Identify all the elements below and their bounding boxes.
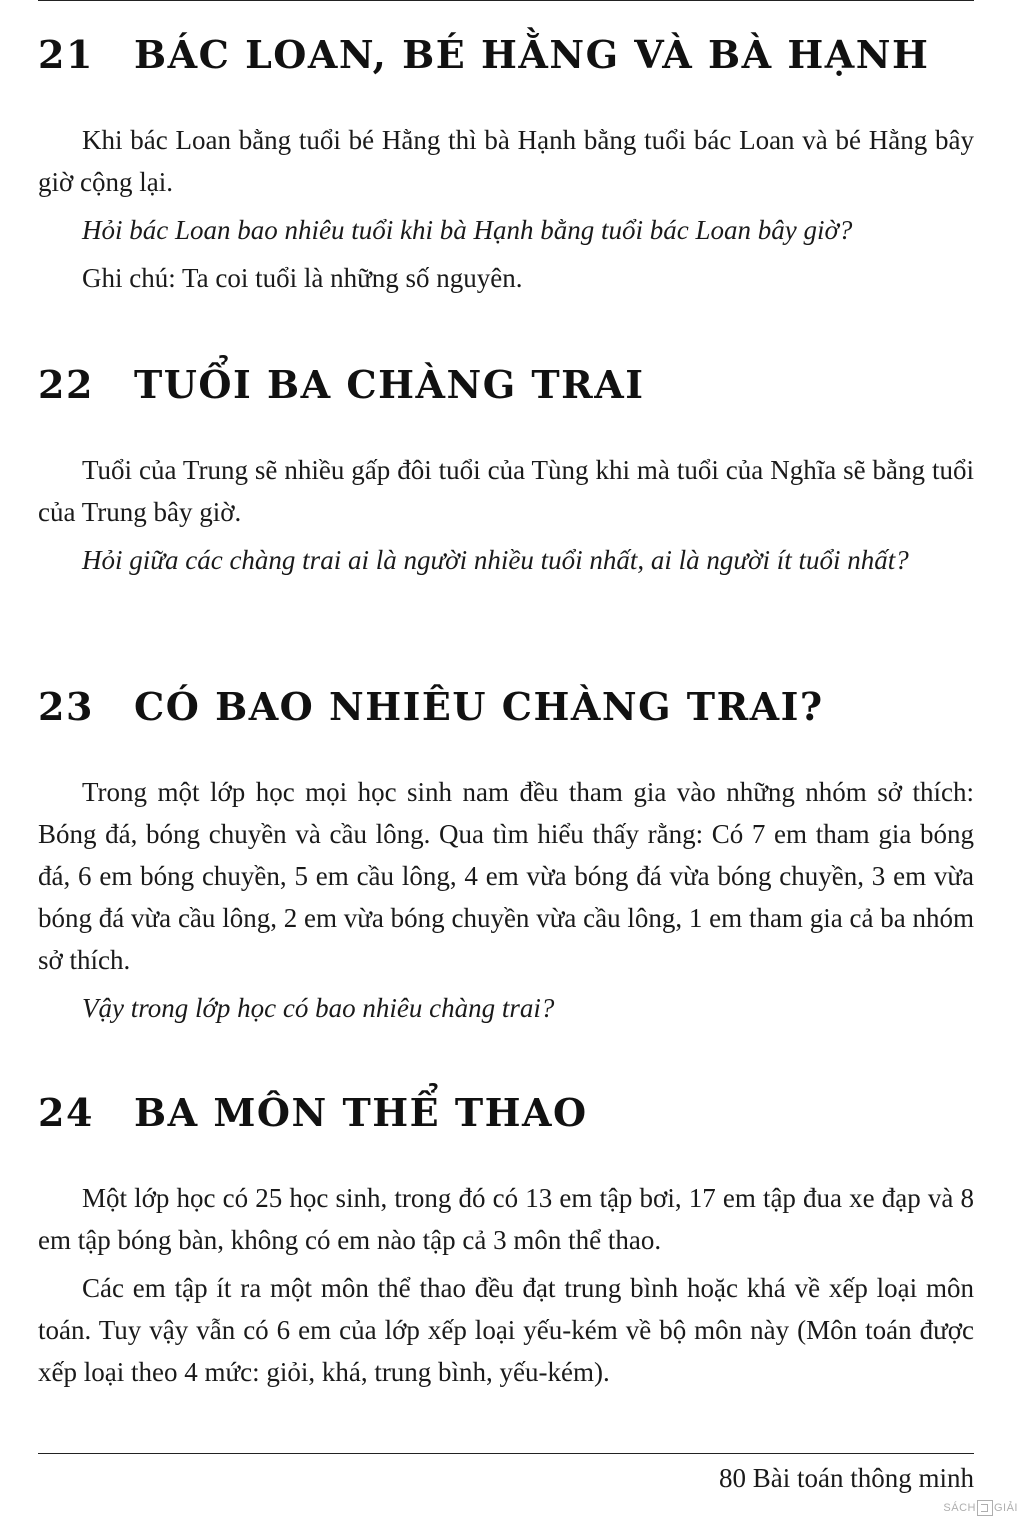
footer-book-title: 80 Bài toán thông minh xyxy=(719,1463,974,1493)
watermark-text-left: SÁCH xyxy=(943,1502,976,1514)
question-paragraph: Hỏi bác Loan bao nhiêu tuổi khi bà Hạnh bằng tuổi bác Loan bây giờ? xyxy=(82,215,853,245)
section-23 xyxy=(38,684,974,1029)
section-title: BÁC LOAN, BÉ HẰNG VÀ BÀ HẠNH xyxy=(134,32,930,77)
section-heading xyxy=(38,32,974,77)
section-number: 22 xyxy=(38,362,94,407)
top-rule xyxy=(38,0,974,1)
section-number: 24 xyxy=(38,1090,94,1135)
section-number: 23 xyxy=(38,684,94,729)
section-number: 21 xyxy=(38,32,94,77)
section-heading xyxy=(38,684,974,729)
paragraph: Tuổi của Trung sẽ nhiều gấp đôi tuổi của Tùng khi mà tuổi của Nghĩa sẽ bằng tuổi của Trung bây giờ. xyxy=(38,455,974,527)
section-title: CÓ BAO NHIÊU CHÀNG TRAI? xyxy=(134,684,824,729)
section-22 xyxy=(38,362,974,581)
section-heading xyxy=(38,1090,974,1135)
paragraph: Trong một lớp học mọi học sinh nam đều tham gia vào những nhóm sở thích: Bóng đá, bóng chuyền và cầu lông. Qua tìm hiểu thấy rằng: Có 7 em tham gia bóng đá, 6 em bóng chuyền, 5 em cầu lông, 4 em vừa bóng đá vừa bóng chuyền, 3 em vừa bóng đá vừa cầu lông, 2 em vừa bóng chuyền vừa cầu lông, 1 em tham gia cả ba nhóm sở thích. xyxy=(38,777,974,975)
question-paragraph: Vậy trong lớp học có bao nhiêu chàng trai? xyxy=(82,993,555,1023)
section-21 xyxy=(38,32,974,299)
watermark-g-icon xyxy=(977,1500,993,1516)
section-title: TUỔI BA CHÀNG TRAI xyxy=(134,362,645,407)
paragraph: Khi bác Loan bằng tuổi bé Hằng thì bà Hạnh bằng tuổi bác Loan và bé Hằng bây giờ cộng lại. xyxy=(38,125,974,197)
question-paragraph: Hỏi giữa các chàng trai ai là người nhiều tuổi nhất, ai là người ít tuổi nhất? xyxy=(82,545,909,575)
section-24 xyxy=(38,1090,974,1393)
section-heading xyxy=(38,362,974,407)
note-paragraph: Ghi chú: Ta coi tuổi là những số nguyên. xyxy=(82,263,523,293)
paragraph: Các em tập ít ra một môn thể thao đều đạt trung bình hoặc khá về xếp loại môn toán. Tuy vậy vẫn có 6 em của lớp xếp loại yếu-kém về bộ môn này (Môn toán được xếp loại theo 4 mức: giỏi, khá, trung bình, yếu-kém). xyxy=(38,1273,974,1387)
bottom-rule xyxy=(38,1453,974,1454)
watermark-logo xyxy=(943,1500,1018,1516)
paragraph: Một lớp học có 25 học sinh, trong đó có 13 em tập bơi, 17 em tập đua xe đạp và 8 em tập bóng bàn, không có em nào tập cả 3 môn thể thao. xyxy=(38,1183,974,1255)
section-title: BA MÔN THỂ THAO xyxy=(134,1090,588,1135)
watermark-text-right: GIẢI xyxy=(993,1502,1018,1514)
